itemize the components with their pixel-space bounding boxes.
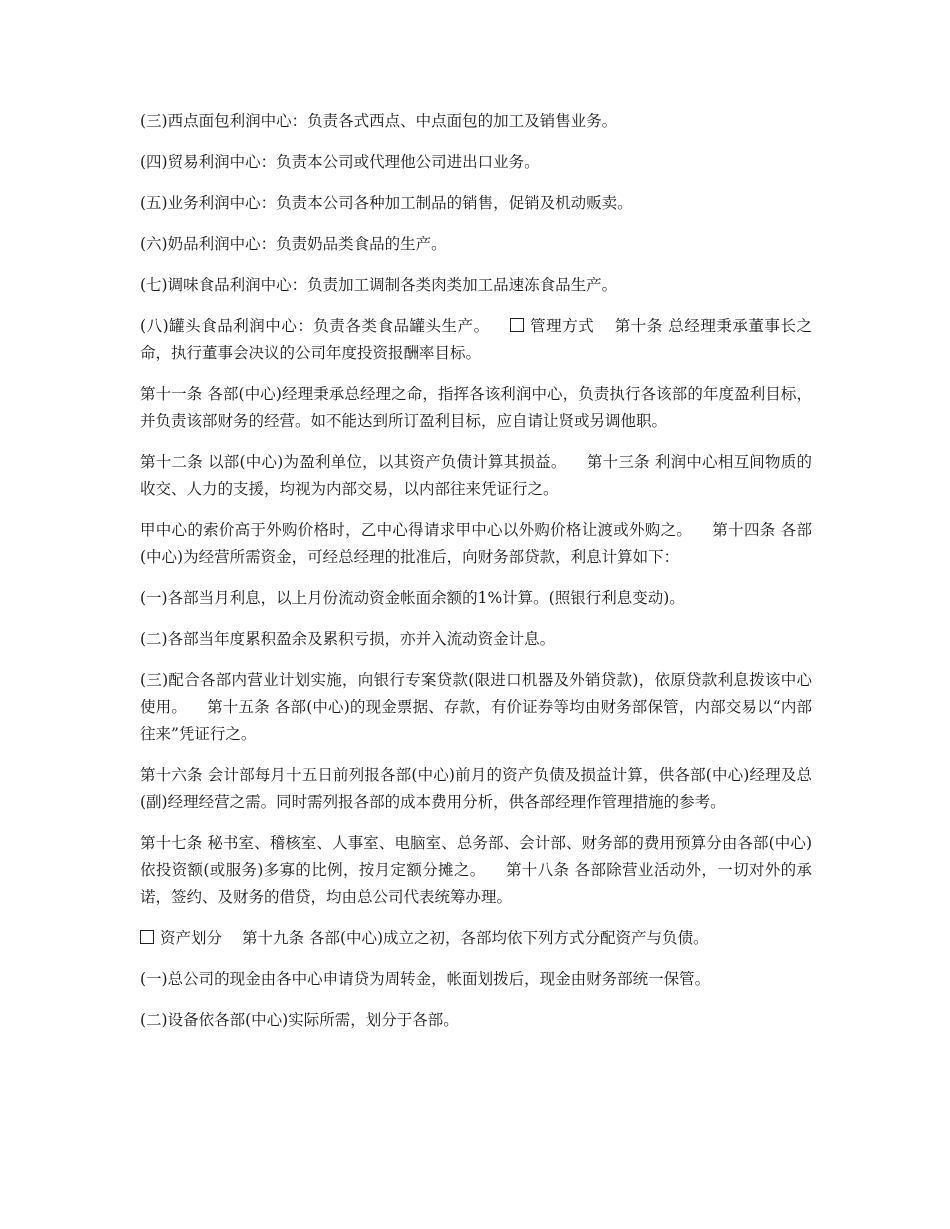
section-heading: 管理方式	[529, 317, 595, 335]
paragraph-text: (七)调味食品利润中心：负责加工调制各类肉类加工品速冻食品生产。	[140, 276, 618, 294]
paragraph	[140, 108, 812, 135]
paragraph-text: 第十一条 各部(中心)经理秉承总经理之命，指挥各该利润中心，负责执行各该部的年度盈利目标，并负责该部财务的经营。如不能达到所订盈利目标，应自请让贤或另调他职。	[140, 385, 812, 430]
paragraph	[140, 190, 812, 217]
paragraph	[140, 762, 812, 816]
paragraph-text: 第十五条 各部(中心)的现金票据、存款，有价证券等均由财务部保管，内部交易以“内部往来”凭证行之。	[140, 698, 812, 743]
section-heading: 资产划分	[160, 929, 223, 947]
paragraph-text: (六)奶品利润中心：负责奶品类食品的生产。	[140, 235, 447, 253]
paragraph	[140, 830, 812, 911]
paragraph-text: (四)贸易利润中心：负责本公司或代理他公司进出口业务。	[140, 153, 540, 171]
paragraph-text: (二)各部当年度累积盈余及累积亏损，亦并入流动资金计息。	[140, 630, 556, 648]
paragraph-text: (五)业务利润中心：负责本公司各种加工制品的销售，促销及机动贩卖。	[140, 194, 633, 212]
paragraph-text: (三)配合各部内营业计划实施，向银行专案贷款(限进口机器及外销贷款)，依原贷款利息拨该中心使用。	[140, 671, 812, 716]
paragraph	[140, 1007, 812, 1034]
paragraph	[140, 667, 812, 748]
paragraph	[140, 231, 812, 258]
paragraph	[140, 517, 812, 571]
paragraph-text: 甲中心的索价高于外购价格时，乙中心得请求甲中心以外购价格让渡或外购之。	[140, 521, 693, 539]
paragraph	[140, 925, 812, 952]
paragraph-text: 第十二条 以部(中心)为盈利单位，以其资产负债计算其损益。	[140, 453, 567, 471]
paragraph-text: (三)西点面包利润中心：负责各式西点、中点面包的加工及销售业务。	[140, 112, 618, 130]
document-page	[140, 108, 812, 1048]
paragraph-text: 第十条 总经理秉承董事长之命，执行董事会决议的公司年度投资报酬率目标。	[140, 317, 812, 362]
paragraph-text: (一)各部当月利息，以上月份流动资金帐面余额的1%计算。(照银行利息变动)。	[140, 589, 685, 607]
paragraph-text: (二)设备依各部(中心)实际所需，划分于各部。	[140, 1011, 459, 1029]
paragraph-text: 第十七条 秘书室、稽核室、人事室、电脑室、总务部、会计部、财务部的费用预算分由各部(中心)依投资额(或服务)多寡的比例，按月定额分摊之。	[140, 834, 812, 879]
paragraph-text: (八)罐头食品利润中心：负责各类食品罐头生产。	[140, 317, 490, 335]
paragraph	[140, 272, 812, 299]
paragraph	[140, 449, 812, 503]
paragraph	[140, 585, 812, 612]
paragraph	[140, 149, 812, 176]
paragraph-text: 第十三条 利润中心相互间物质的收交、人力的支援，均视为内部交易，以内部往来凭证行之。	[140, 453, 812, 498]
checkbox-square-icon	[510, 318, 524, 332]
paragraph	[140, 313, 812, 367]
paragraph-text: (一)总公司的现金由各中心申请贷为周转金，帐面划拨后，现金由财务部统一保管。	[140, 970, 711, 988]
paragraph-text: 第十八条 各部除营业活动外，一切对外的承诺，签约、及财务的借贷，均由总公司代表统筹办理。	[140, 861, 812, 906]
paragraph	[140, 381, 812, 435]
checkbox-square-icon	[140, 930, 154, 944]
paragraph	[140, 626, 812, 653]
paragraph-text: 第十四条 各部(中心)为经营所需资金，可经总经理的批准后，向财务部贷款，利息计算如下：	[140, 521, 812, 566]
paragraph-text: 第十九条 各部(中心)成立之初，各部均依下列方式分配资产与负债。	[242, 929, 709, 947]
paragraph-text: 第十六条 会计部每月十五日前列报各部(中心)前月的资产负债及损益计算，供各部(中心)经理及总(副)经理经营之需。同时需列报各部的成本费用分析，供各部经理作管理措施的参考。	[140, 766, 812, 811]
paragraph	[140, 966, 812, 993]
